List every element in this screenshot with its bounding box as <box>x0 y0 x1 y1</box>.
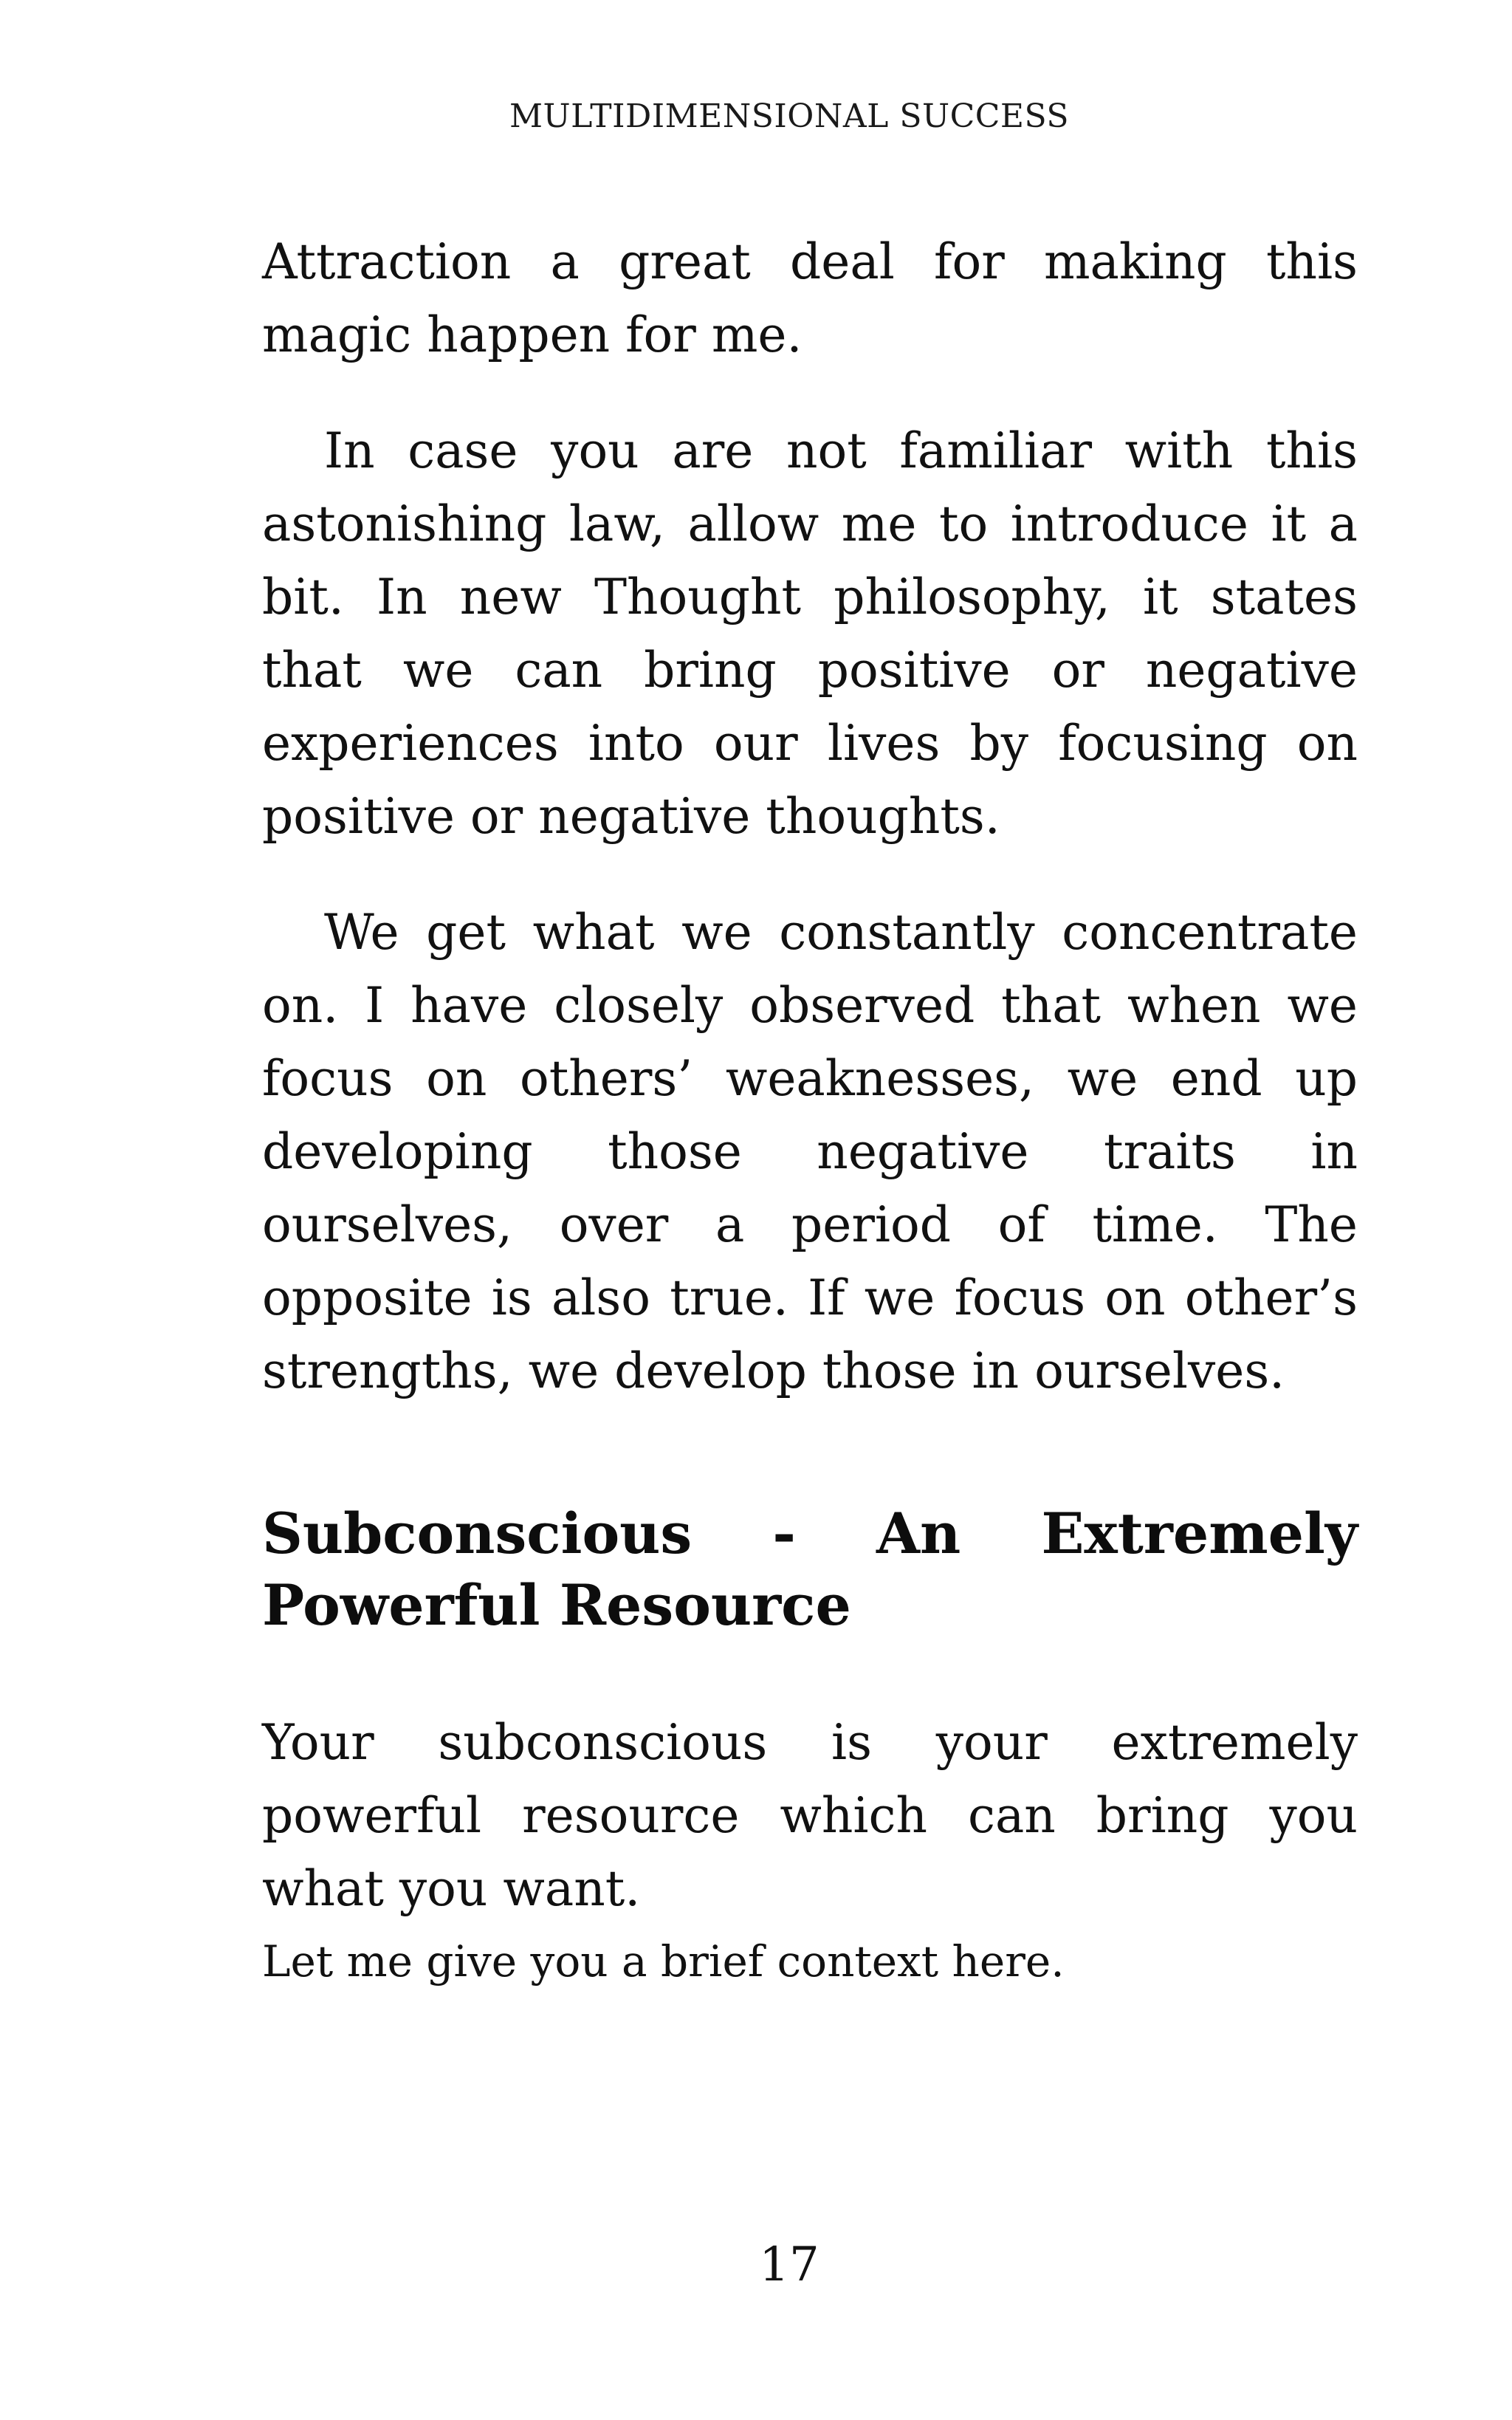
body-paragraph-4-last-line: Let me give you a brief context here. <box>262 1936 1065 1987</box>
body-paragraph-4-text: Your subconscious is your extremely powerful resource which can bring you what you want. <box>262 1714 1358 1917</box>
page-body <box>262 225 1358 1998</box>
body-paragraph-3: We get what we constantly concentrate on. I have closely observed that when we focus on others’ weaknesses, we end up developing those negative traits in ourselves, over a period of time. The opposite is also true. If we focus on other’s strengths, we develop those in ourselves. <box>262 904 1358 1399</box>
page-number: 17 <box>759 2238 819 2292</box>
body-paragraph-2: In case you are not familiar with this astonishing law, allow me to introduce it a bit. In new Thought philosophy, it states that we can bring positive or negative experiences into our lives by focusing on positive or negative thoughts. <box>262 422 1358 845</box>
section-heading: Subconscious - An Extremely Powerful Resource <box>262 1501 1358 1638</box>
body-paragraph-4 <box>262 1706 1358 1998</box>
body-paragraph-1: Attraction a great deal for making this magic happen for me. <box>262 233 1358 363</box>
running-header: MULTIDIMENSIONAL SUCCESS <box>509 97 1070 135</box>
